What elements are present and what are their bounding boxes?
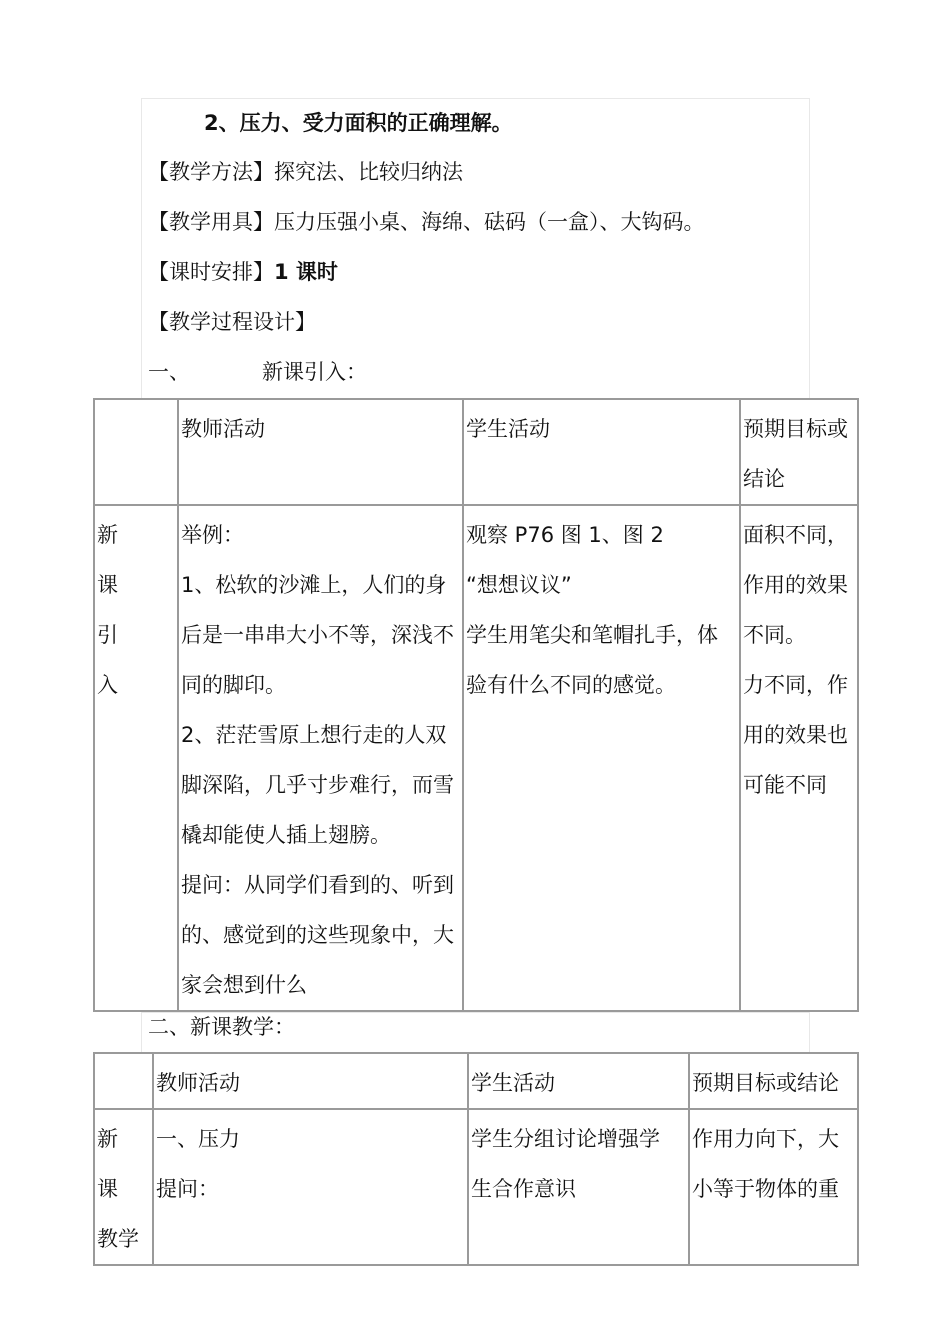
intro-teacher-line: 提问：从同学们看到的、听到 bbox=[181, 873, 454, 897]
intro-goal-cell bbox=[740, 505, 858, 1011]
section1-heading bbox=[148, 357, 367, 387]
intro-teacher-line: 举例： bbox=[181, 523, 244, 547]
teaching-goal-line: 小等于物体的重 bbox=[692, 1177, 839, 1201]
intro-student-cell bbox=[463, 505, 740, 1011]
section1-title: 新课引入： bbox=[262, 360, 367, 384]
intro-header-goal-line1: 预期目标或 bbox=[743, 417, 848, 441]
intro-row-label-line1: 新 课 引 bbox=[97, 523, 130, 647]
intro-goal-line: 力不同，作 bbox=[743, 673, 848, 697]
intro-teacher-line: 后是一串串大小不等，深浅不 bbox=[181, 623, 454, 647]
intro-goal-line: 面积不同， bbox=[743, 523, 848, 547]
section1-number: 一、 bbox=[148, 360, 190, 384]
teaching-teacher-cell bbox=[153, 1109, 468, 1265]
section2-heading: 二、新课教学： bbox=[148, 1015, 295, 1039]
teaching-tools-value: 压力压强小桌、海绵、砝码（一盒）、大钩码。 bbox=[274, 210, 705, 234]
teaching-header-student: 学生活动 bbox=[468, 1053, 689, 1109]
intro-student-line: 学生用笔尖和笔帽扎手，体 bbox=[466, 623, 718, 647]
intro-goal-line: 作用的效果 bbox=[743, 573, 848, 597]
objective-item-2: 2、压力、受力面积的正确理解。 bbox=[204, 111, 513, 135]
teaching-tools-label: 【教学用具】 bbox=[148, 210, 274, 234]
teaching-goal-line: 作用力向下，大 bbox=[692, 1127, 839, 1151]
intro-row-label-line2: 入 bbox=[97, 673, 118, 697]
intro-header-goal-line2: 结论 bbox=[743, 467, 785, 491]
intro-student-line: 观察 P76 图 1、图 2 bbox=[466, 523, 664, 547]
teaching-teacher-line: 一、压力 bbox=[156, 1127, 240, 1151]
intro-teacher-line: 橇却能使人插上翅膀。 bbox=[181, 823, 391, 847]
teaching-teacher-line: 提问： bbox=[156, 1177, 219, 1201]
upper-text-frame bbox=[141, 98, 810, 400]
teaching-header-empty bbox=[94, 1053, 153, 1109]
intro-goal-line: 用的效果也 bbox=[743, 723, 848, 747]
teaching-row-label bbox=[94, 1109, 153, 1265]
intro-header-teacher: 教师活动 bbox=[178, 399, 463, 505]
teaching-header-teacher: 教师活动 bbox=[153, 1053, 468, 1109]
class-hours-value: 1 课时 bbox=[274, 260, 338, 284]
process-design-heading: 【教学过程设计】 bbox=[148, 310, 316, 334]
teaching-header-goal: 预期目标或结论 bbox=[689, 1053, 858, 1109]
intro-teacher-line: 脚深陷，几乎寸步难行，而雪 bbox=[181, 773, 454, 797]
teaching-method bbox=[148, 157, 463, 187]
intro-teacher-line: 2、茫茫雪原上想行走的人双 bbox=[181, 723, 447, 747]
teaching-method-value: 探究法、比较归纳法 bbox=[274, 160, 463, 184]
intro-header-goal bbox=[740, 399, 858, 505]
teaching-student-line: 生合作意识 bbox=[471, 1177, 576, 1201]
intro-teacher-line: 的、感觉到的这些现象中，大 bbox=[181, 923, 454, 947]
class-hours-label: 【课时安排】 bbox=[148, 260, 274, 284]
teaching-row-label-line2: 教学 bbox=[97, 1227, 139, 1251]
intro-student-line: 验有什么不同的感觉。 bbox=[466, 673, 676, 697]
intro-goal-line: 可能不同 bbox=[743, 773, 827, 797]
teaching-row-label-line1: 新 课 bbox=[97, 1127, 126, 1201]
intro-teacher-line: 同的脚印。 bbox=[181, 673, 286, 697]
intro-teacher-line: 1、松软的沙滩上，人们的身 bbox=[181, 573, 447, 597]
intro-goal-line: 不同。 bbox=[743, 623, 806, 647]
intro-row-label bbox=[94, 505, 178, 1011]
intro-teacher-line: 家会想到什么 bbox=[181, 973, 307, 997]
intro-table bbox=[93, 398, 859, 1012]
teaching-table bbox=[93, 1052, 859, 1266]
intro-teacher-cell bbox=[178, 505, 463, 1011]
teaching-student-cell bbox=[468, 1109, 689, 1265]
teaching-goal-cell bbox=[689, 1109, 858, 1265]
teaching-tools bbox=[148, 207, 705, 237]
teaching-method-label: 【教学方法】 bbox=[148, 160, 274, 184]
intro-header-empty bbox=[94, 399, 178, 505]
intro-header-student: 学生活动 bbox=[463, 399, 740, 505]
intro-student-line: “想想议议” bbox=[466, 573, 572, 597]
class-hours bbox=[148, 257, 338, 287]
teaching-student-line: 学生分组讨论增强学 bbox=[471, 1127, 660, 1151]
